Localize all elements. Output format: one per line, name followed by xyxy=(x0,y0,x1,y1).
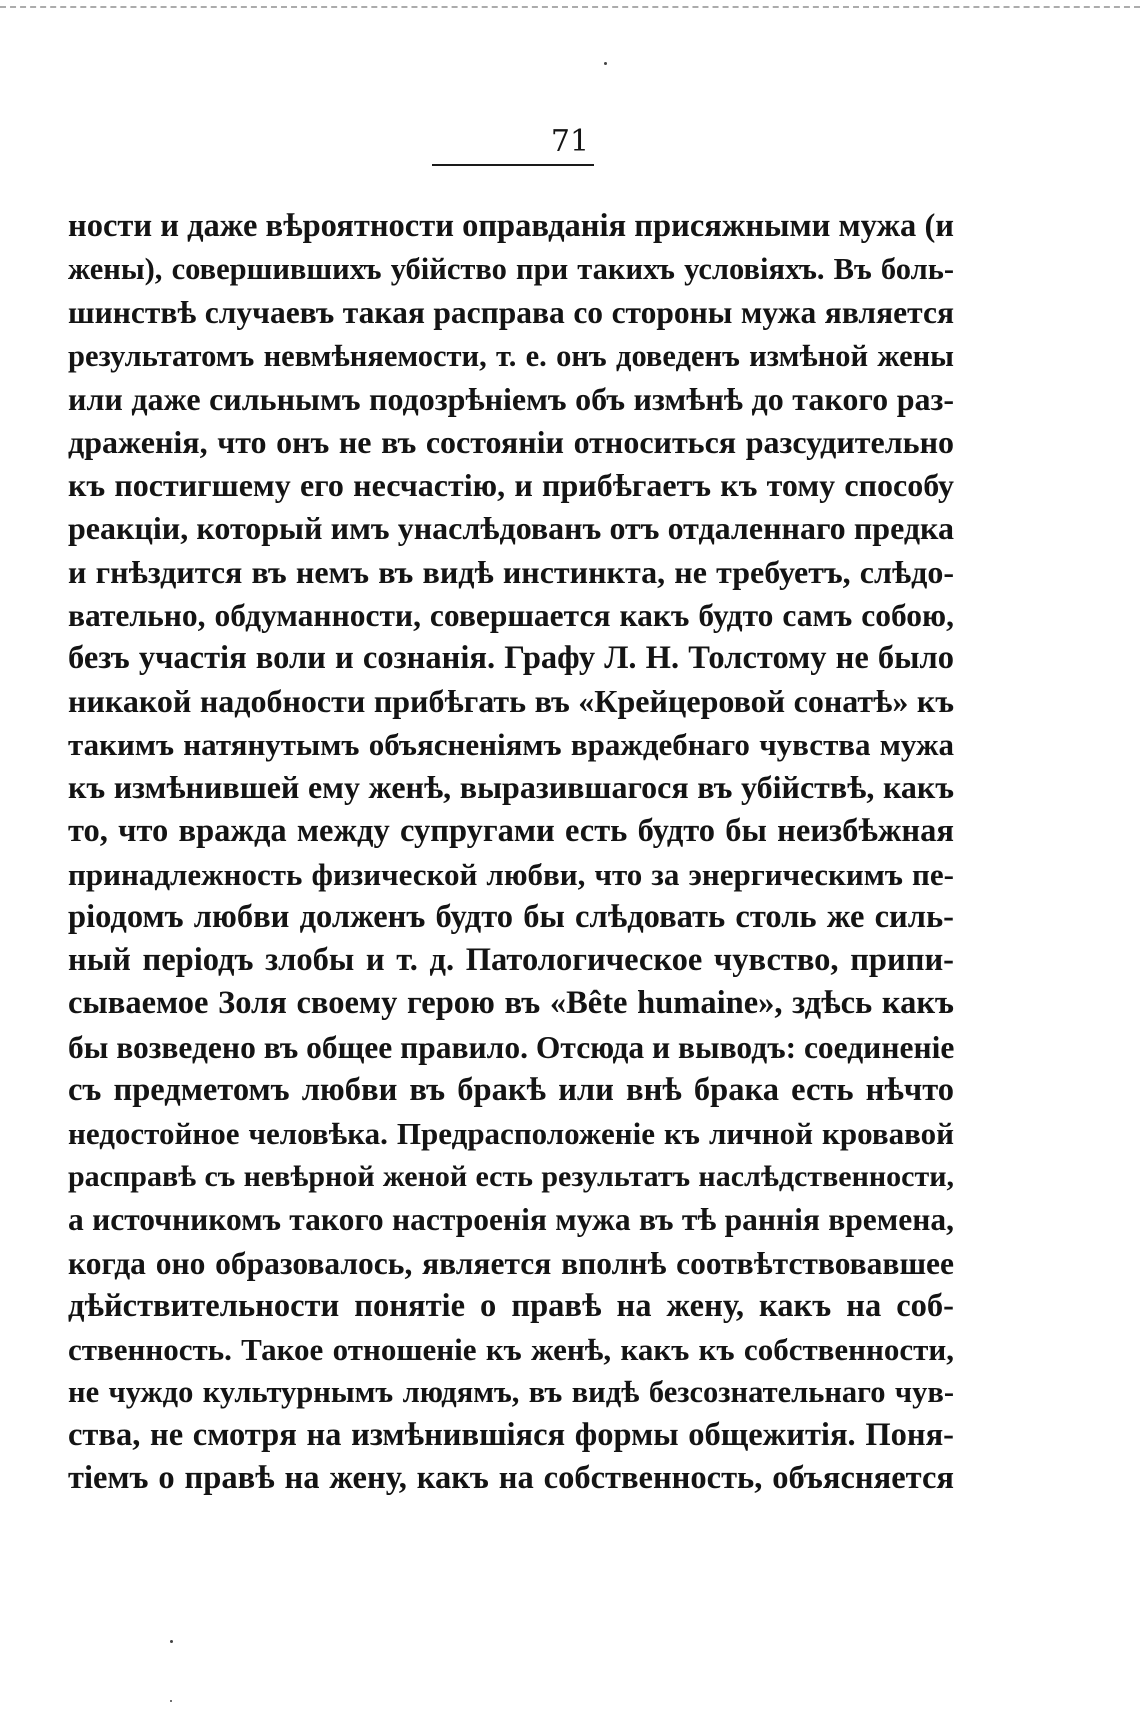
text-line: безъ участія воли и сознанія. Графу Л. Н. Толстому не было xyxy=(68,639,954,676)
text-line: расправѣ съ невѣрной женой есть результатъ наслѣдственности, xyxy=(68,1160,954,1194)
text-line: съ предметомъ любви въ бракѣ или внѣ брака есть нѣчто xyxy=(68,1071,954,1108)
text-line: ности и даже вѣроятности оправданія присяжными мужа (и xyxy=(68,208,954,244)
scan-speck xyxy=(170,1700,172,1702)
text-line: принадлежность физической любви, что за энергическимъ пе- xyxy=(68,856,954,892)
text-line: ный періодъ злобы и т. д. Патологическое чувство, припи- xyxy=(68,942,954,979)
text-line: и гнѣздится въ немъ въ видѣ инстинкта, не требуетъ, слѣдо- xyxy=(68,553,954,590)
text-line: ріодомъ любви долженъ будто бы слѣдовать столь же силь- xyxy=(68,899,954,935)
text-line: сываемое Золя своему герою въ «Bête humaine», здѣсь какъ xyxy=(68,985,954,1022)
text-line: не чуждо культурнымъ людямъ, въ видѣ безсознательнаго чув- xyxy=(68,1375,954,1410)
text-line: недостойное человѣка. Предрасположеніе къ личной кровавой xyxy=(68,1115,954,1151)
text-line: тіемъ о правѣ на жену, какъ на собственность, объясняется xyxy=(68,1460,954,1497)
text-line: ственность. Такое отношеніе къ женѣ, какъ къ собственности, xyxy=(68,1331,954,1367)
page-number: 71 xyxy=(550,124,590,159)
page-number-underline xyxy=(432,164,594,166)
text-line: къ измѣнившей ему женѣ, выразившагося въ убійствѣ, какъ xyxy=(68,769,954,806)
top-edge-rule xyxy=(0,6,1140,8)
scan-speck xyxy=(170,1640,173,1643)
text-line: шинствѣ случаевъ такая расправа со стороны мужа является xyxy=(68,295,954,331)
text-line: такимъ натянутымъ объясненіямъ враждебнаго чувства мужа xyxy=(68,727,954,763)
text-line: то, что вражда между супругами есть будто бы неизбѣжная xyxy=(68,812,954,849)
text-line: результатомъ невмѣняемости, т. е. онъ доведенъ измѣной жены xyxy=(68,338,954,373)
text-line: а источникомъ такого настроенія мужа въ тѣ раннія времена, xyxy=(68,1202,954,1238)
text-line: вательно, обдуманности, совершается какъ будто самъ собою, xyxy=(68,597,954,633)
text-line: когда оно образовалось, является вполнѣ соотвѣтствовавшее xyxy=(68,1245,954,1281)
text-line: ства, не смотря на измѣнившіяся формы общежитія. Поня- xyxy=(68,1417,954,1454)
text-line: дѣйствительности понятіе о правѣ на жену, какъ на соб- xyxy=(68,1287,954,1324)
text-line: никакой надобности прибѣгать въ «Крейцеровой сонатѣ» къ xyxy=(68,683,954,720)
text-line: бы возведено въ общее правило. Отсюда и выводъ: соединеніе xyxy=(68,1029,954,1065)
scan-speck xyxy=(604,62,607,65)
text-line: реакціи, который имъ унаслѣдованъ отъ отдаленнаго предка xyxy=(68,510,954,547)
text-line: драженія, что онъ не въ состояніи относиться разсудительно xyxy=(68,423,954,460)
text-line: или даже сильнымъ подозрѣніемъ объ измѣнѣ до такого раз- xyxy=(68,380,954,417)
text-line: жены), совершившихъ убійство при такихъ условіяхъ. Въ боль- xyxy=(68,252,954,287)
body-text xyxy=(68,205,954,1501)
text-line: къ постигшему его несчастію, и прибѣгаетъ къ тому способу xyxy=(68,467,954,504)
